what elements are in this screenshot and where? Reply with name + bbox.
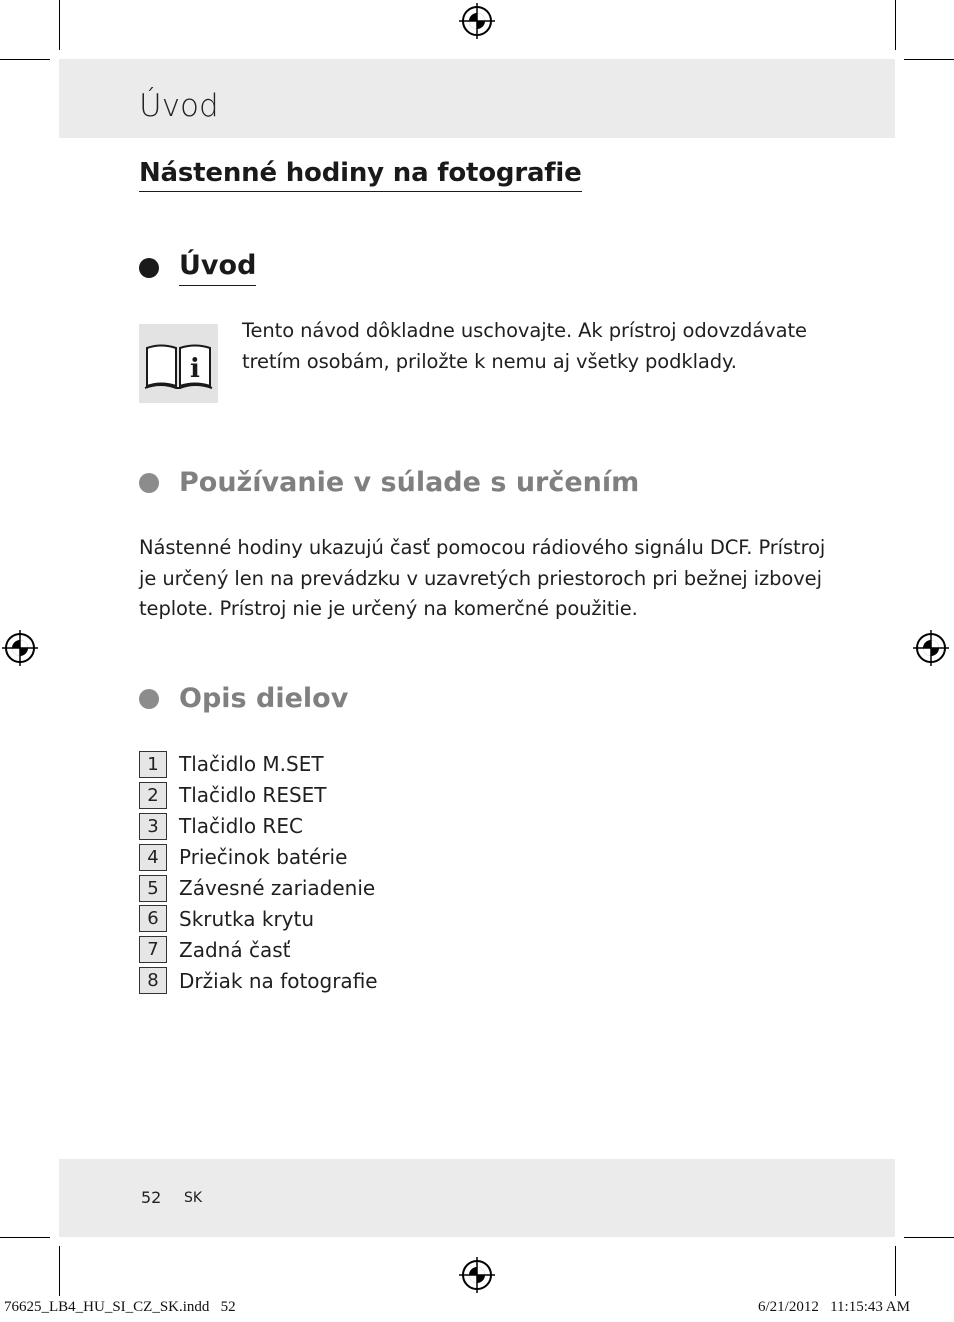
parts-list: [139, 749, 378, 996]
section-title: Opis dielov: [179, 683, 349, 714]
registration-mark-icon: [913, 630, 949, 666]
part-label: Závesné zariadenie: [179, 876, 376, 900]
page-number: 52: [141, 1188, 162, 1207]
crop-mark: [895, 0, 896, 50]
bullet-icon: [139, 258, 159, 278]
part-number: 2: [139, 782, 167, 809]
part-number: 6: [139, 905, 167, 932]
part-label: Priečinok batérie: [179, 845, 348, 870]
text-line: Nástenné hodiny ukazujú časť pomocou rádiového signálu DCF. Prístroj: [139, 536, 826, 559]
bullet-icon: [139, 689, 159, 709]
crop-mark: [0, 59, 50, 60]
list-item: [139, 903, 378, 934]
info-book-icon: [139, 324, 218, 403]
part-label: Tlačidlo RESET: [179, 783, 327, 808]
bullet-icon: [139, 473, 159, 493]
language-code: SK: [184, 1190, 203, 1206]
part-number: 5: [139, 875, 167, 902]
part-number: 1: [139, 751, 167, 778]
text-line: teplote. Prístroj nie je určený na komerčné použitie.: [139, 597, 638, 620]
list-item: [139, 811, 378, 842]
section-title: Úvod: [179, 250, 256, 286]
text-line: tretím osobám, priložte k nemu aj všetky podklady.: [242, 349, 737, 373]
registration-mark-icon: [2, 630, 38, 666]
registration-mark-icon: [459, 1257, 495, 1293]
list-item: [139, 842, 378, 873]
document-title: Nástenné hodiny na fotografie: [139, 158, 582, 192]
part-label: Tlačidlo M.SET: [179, 752, 324, 777]
slug-filename: 76625_LB4_HU_SI_CZ_SK.indd 52: [4, 1299, 236, 1315]
crop-mark: [904, 1237, 954, 1238]
part-number: 8: [139, 967, 167, 994]
registration-mark-icon: [459, 3, 495, 39]
section-heading-intro: [139, 250, 256, 286]
section-heading-usage: [139, 467, 639, 498]
part-label: Skrutka krytu: [179, 906, 315, 931]
list-item: [139, 780, 378, 811]
list-item: [139, 934, 378, 965]
part-label: Tlačidlo REC: [179, 814, 303, 839]
part-label: Zadná časť: [179, 937, 291, 962]
page-title: Úvod: [139, 88, 219, 124]
text-line: je určený len na prevádzku v uzavretých priestoroch pri bežnej izbovej: [139, 566, 822, 590]
info-text: [242, 316, 807, 377]
section-title: Používanie v súlade s určením: [179, 467, 640, 498]
crop-mark: [904, 59, 954, 60]
part-number: 3: [139, 813, 167, 840]
slug-timestamp: 6/21/2012 11:15:43 AM: [758, 1299, 910, 1315]
svg-text:i: i: [190, 354, 200, 384]
section-heading-parts: [139, 683, 348, 714]
usage-paragraph: [139, 533, 825, 625]
part-number: 4: [139, 844, 167, 871]
list-item: [139, 873, 378, 904]
crop-mark: [59, 0, 60, 50]
part-number: 7: [139, 936, 167, 963]
text-line: Tento návod dôkladne uschovajte. Ak prístroj odovzdávate: [242, 319, 807, 342]
part-label: Držiak na fotografie: [179, 968, 378, 993]
crop-mark: [895, 1246, 896, 1296]
crop-mark: [59, 1246, 60, 1296]
list-item: [139, 965, 378, 996]
list-item: [139, 749, 378, 780]
crop-mark: [0, 1237, 50, 1238]
